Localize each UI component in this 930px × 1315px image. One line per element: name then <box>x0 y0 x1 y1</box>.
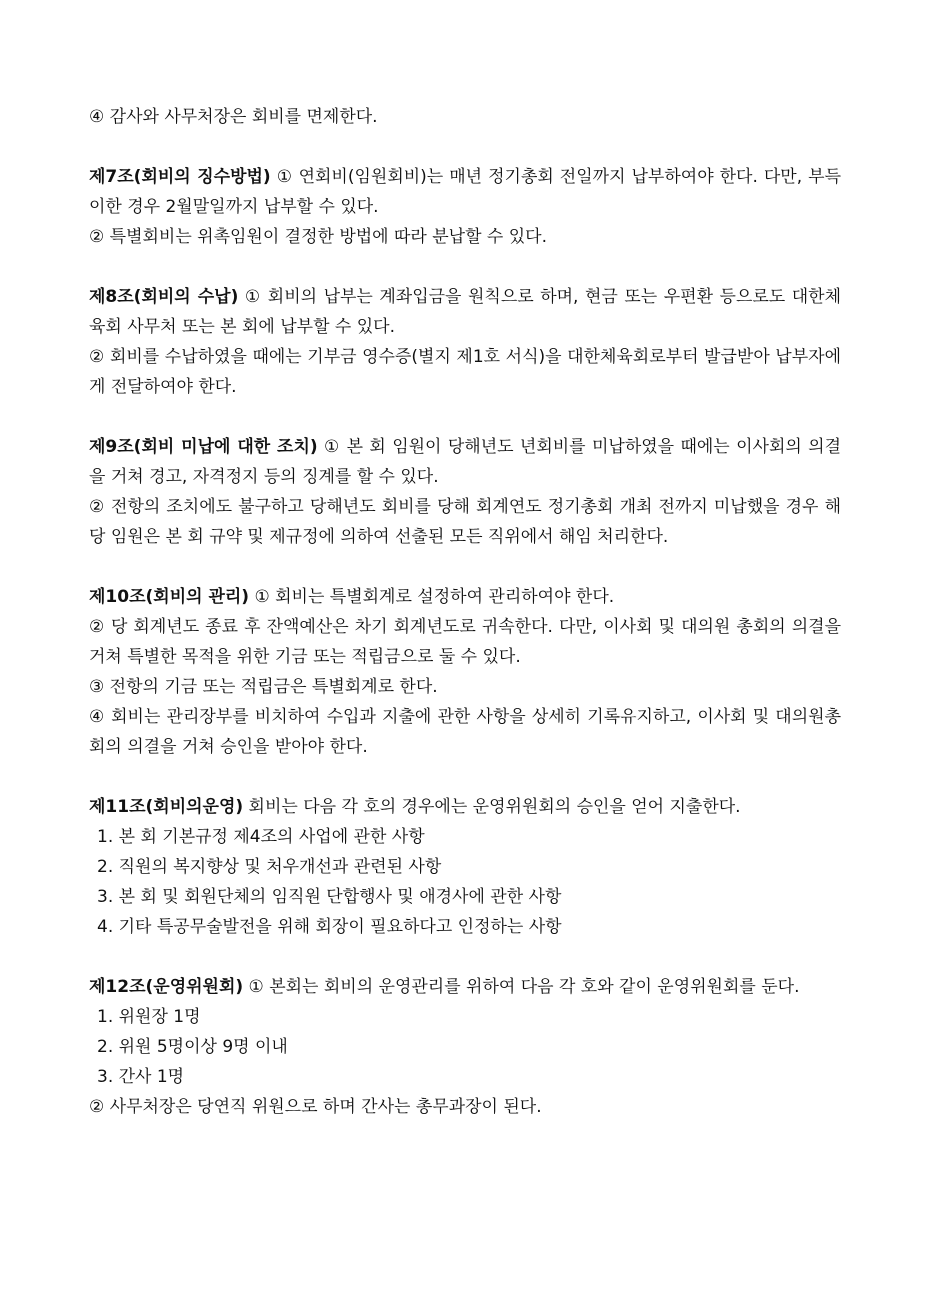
article-11-intro-text: 회비는 다음 각 호의 경우에는 운영위원회의 승인을 얻어 지출한다. <box>243 797 741 817</box>
article-9-clause-2: ② 전항의 조치에도 불구하고 당해년도 회비를 당해 회계연도 정기총회 개최 전까지 미납했을 경우 해당 임원은 본 회 규약 및 제규정에 의하여 선출된 모든 직위에서 해임 처리한다. <box>89 497 841 547</box>
list-item: 2. 위원 5명이상 9명 이내 <box>97 1037 288 1057</box>
article-11-title: 제11조(회비의운영) <box>89 797 244 817</box>
article-12-clause-1-text: ① 본회는 회비의 운영관리를 위하여 다음 각 호와 같이 운영위원회를 둔다. <box>243 977 800 997</box>
list-item: 3. 본 회 및 회원단체의 임직원 단합행사 및 애경사에 관한 사항 <box>97 887 562 907</box>
article-9-title: 제9조(회비 미납에 대한 조치) <box>89 437 318 457</box>
article-10-clause-1-text: ① 회비는 특별회계로 설정하여 관리하여야 한다. <box>249 587 615 607</box>
article-12-title: 제12조(운영위원회) <box>89 977 244 997</box>
spacer <box>89 402 841 432</box>
article-10 <box>89 582 841 762</box>
list-item: 4. 기타 특공무술발전을 위해 회장이 필요하다고 인정하는 사항 <box>97 917 562 937</box>
article-12-clause-2: ② 사무처장은 당연직 위원으로 하며 간사는 총무과장이 된다. <box>89 1097 542 1117</box>
article-7-clause-2: ② 특별회비는 위촉임원이 결정한 방법에 따라 분납할 수 있다. <box>89 227 548 247</box>
article-10-clause-4: ④ 회비는 관리장부를 비치하여 수입과 지출에 관한 사항을 상세히 기록유지하고, 이사회 및 대의원총회의 의결을 거쳐 승인을 받아야 한다. <box>89 707 841 757</box>
article-7-clause-1-text: ① 연회비(임원회비)는 매년 정기총회 전일까지 납부하여야 한다. 다만, 부득이한 경우 2월말일까지 납부할 수 있다. <box>89 167 841 217</box>
article-8-title: 제8조(회비의 수납) <box>89 287 239 307</box>
article-11 <box>89 792 841 942</box>
article-11-intro <box>89 792 841 822</box>
spacer <box>89 132 841 162</box>
list-item: 2. 직원의 복지향상 및 처우개선과 관련된 사항 <box>97 857 442 877</box>
article-10-clause-2: ② 당 회계년도 종료 후 잔액예산은 차기 회계년도로 귀속한다. 다만, 이사회 및 대의원 총회의 의결을 거쳐 특별한 목적을 위한 기금 또는 적립금으로 둘 수 있다. <box>89 617 841 667</box>
article-8-clause-2: ② 회비를 수납하였을 때에는 기부금 영수증(별지 제1호 서식)을 대한체육회로부터 발급받아 납부자에게 전달하여야 한다. <box>89 347 841 397</box>
spacer <box>89 252 841 282</box>
article-8-clause-1 <box>89 282 841 342</box>
list-item: 1. 본 회 기본규정 제4조의 사업에 관한 사항 <box>97 827 425 847</box>
list-item: 1. 위원장 1명 <box>97 1007 201 1027</box>
article-8-clause-1-text: ① 회비의 납부는 계좌입금을 원칙으로 하며, 현금 또는 우편환 등으로도 대한체육회 사무처 또는 본 회에 납부할 수 있다. <box>89 287 841 337</box>
spacer <box>89 552 841 582</box>
article-12-clause-1 <box>89 972 841 1002</box>
article-10-title: 제10조(회비의 관리) <box>89 587 250 607</box>
article-12 <box>89 972 841 1122</box>
article-8 <box>89 282 841 402</box>
article-10-clause-1 <box>89 582 841 612</box>
article-7-title: 제7조(회비의 징수방법) <box>89 167 271 187</box>
article-9-clause-1 <box>89 432 841 492</box>
article-10-clause-3: ③ 전항의 기금 또는 적립금은 특별회계로 한다. <box>89 677 438 697</box>
article-9-clause-1-text: ① 본 회 임원이 당해년도 년회비를 미납하였을 때에는 이사회의 의결을 거쳐 경고, 자격정지 등의 징계를 할 수 있다. <box>89 437 841 487</box>
article-7 <box>89 162 841 252</box>
article-6-clause-4: ④ 감사와 사무처장은 회비를 면제한다. <box>89 107 378 127</box>
article-7-clause-1 <box>89 162 841 222</box>
spacer <box>89 762 841 792</box>
article-9 <box>89 432 841 552</box>
list-item: 3. 간사 1명 <box>97 1067 185 1087</box>
spacer <box>89 942 841 972</box>
